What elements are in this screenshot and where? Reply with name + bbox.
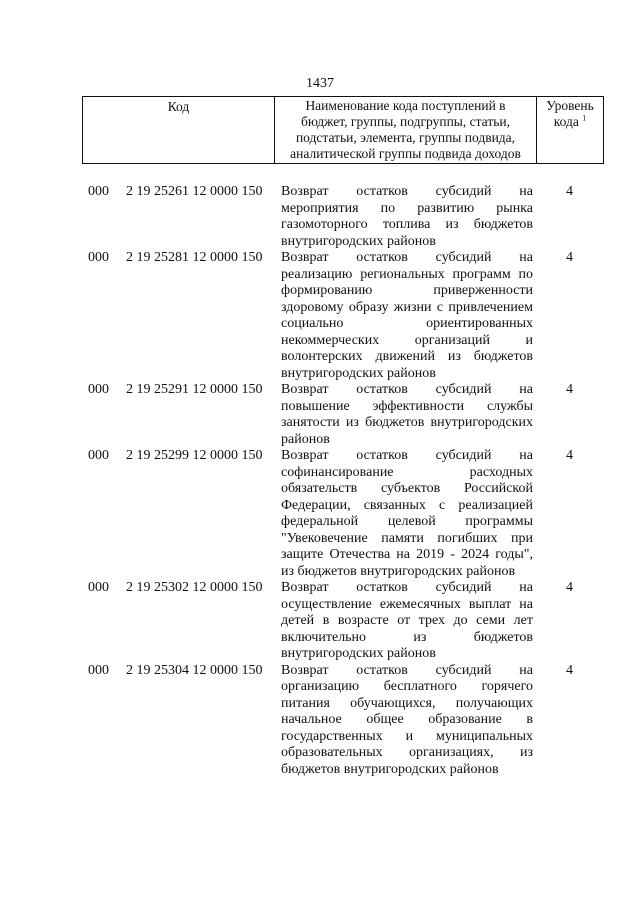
row-admin-code: 000 — [88, 580, 109, 595]
row-name-line: газомоторного топлива из бюджетов — [281, 217, 533, 232]
header-level-line — [537, 114, 603, 130]
page-number: 1437 — [306, 76, 334, 91]
row-level: 4 — [566, 250, 573, 265]
row-income-code: 2 19 25299 12 0000 150 — [126, 448, 263, 463]
row-admin-code: 000 — [88, 448, 109, 463]
header-level-text: кода — [553, 114, 579, 129]
row-name-line: осуществление ежемесячных выплат на — [281, 596, 533, 612]
row-name — [281, 663, 533, 779]
row-name-line: реализацию региональных программ по — [281, 266, 533, 282]
row-name-line: начальное общее образование в — [281, 712, 533, 727]
row-name-line: районов — [281, 431, 330, 447]
row-name — [281, 184, 533, 250]
row-name-line: здоровому образу жизни с привлечением — [281, 299, 533, 315]
row-name — [281, 580, 533, 663]
footnote-marker: 1 — [582, 113, 587, 123]
row-name-line: мероприятия по развитию рынка — [281, 200, 533, 216]
row-name-line: Федерации, связанных с реализацией — [281, 497, 533, 513]
table-row — [0, 382, 640, 448]
row-name-line: организацию бесплатного горячего — [281, 679, 533, 694]
row-name-line: внутригородских районов — [281, 646, 436, 661]
row-admin-code: 000 — [88, 184, 109, 199]
row-name-line: питания обучающихся, получающих — [281, 695, 533, 711]
header-code: Код — [83, 97, 275, 163]
row-name-line: внутригородских районов — [281, 365, 436, 381]
table-row — [0, 663, 640, 779]
row-name-line: повышение эффективности службы — [281, 398, 533, 414]
row-name-line: формированию приверженности — [281, 283, 533, 298]
row-name-line: Возврат остатков субсидий на — [281, 184, 533, 199]
header-level — [537, 97, 603, 163]
row-name — [281, 382, 533, 448]
row-name-line: Возврат остатков субсидий на — [281, 580, 533, 595]
table-header — [82, 96, 604, 164]
row-name — [281, 448, 533, 580]
row-level: 4 — [566, 448, 573, 463]
header-name-line: подстатьи, элемента, группы подвида, — [295, 130, 516, 145]
row-admin-code: 000 — [88, 382, 109, 397]
row-name-line: образовательных организациях, из — [281, 745, 533, 760]
row-income-code: 2 19 25281 12 0000 150 — [126, 250, 263, 265]
row-name-line: Возврат остатков субсидий на — [281, 250, 533, 265]
row-admin-code: 000 — [88, 250, 109, 265]
header-name-line: бюджет, группы, подгруппы, статьи, — [301, 114, 510, 129]
row-name-line: Возврат остатков субсидий на — [281, 662, 533, 678]
row-level: 4 — [566, 662, 573, 678]
header-level-line: Уровень — [546, 98, 594, 113]
row-name-line: включительно из бюджетов — [281, 629, 533, 645]
row-name-line: обязательств субъектов Российской — [281, 481, 533, 496]
row-name-line: бюджетов внутригородских районов — [281, 761, 499, 777]
table-row — [0, 580, 640, 663]
row-name-line: государственных и муниципальных — [281, 728, 533, 744]
row-income-code: 2 19 25302 12 0000 150 — [126, 580, 263, 595]
row-name-line: некоммерческих организаций и — [281, 332, 533, 348]
row-name-line: софинансирование расходных — [281, 464, 533, 480]
row-level: 4 — [566, 382, 573, 397]
row-level: 4 — [566, 184, 573, 199]
row-name-line: социально ориентированных — [281, 316, 533, 331]
row-name — [281, 250, 533, 382]
row-name-line: Возврат остатков субсидий на — [281, 448, 533, 463]
row-admin-code: 000 — [88, 662, 109, 678]
row-name-line: волонтерских движений из бюджетов — [281, 349, 533, 364]
row-name-line: "Увековечение памяти погибших при — [281, 530, 533, 546]
row-level: 4 — [566, 580, 573, 595]
table-row — [0, 250, 640, 382]
row-name-line: внутригородских районов — [281, 233, 436, 249]
row-name-line: занятости из бюджетов внутригородских — [281, 415, 533, 430]
row-income-code: 2 19 25291 12 0000 150 — [126, 382, 263, 397]
row-income-code: 2 19 25261 12 0000 150 — [126, 184, 263, 199]
table-row — [0, 184, 640, 250]
row-name-line: детей в возрасте от трех до семи лет — [281, 613, 533, 628]
header-name — [275, 97, 537, 163]
header-name-line: Наименование кода поступлений в — [305, 98, 506, 113]
table-body — [0, 184, 640, 778]
row-name-line: из бюджетов внутригородских районов — [281, 563, 516, 579]
row-name-line: Возврат остатков субсидий на — [281, 382, 533, 397]
header-name-line: аналитической группы подвида доходов — [290, 146, 521, 161]
row-income-code: 2 19 25304 12 0000 150 — [126, 662, 263, 678]
row-name-line: защите Отечества на 2019 - 2024 годы", — [281, 547, 533, 562]
table-row — [0, 448, 640, 580]
row-name-line: федеральной целевой программы — [281, 514, 533, 529]
